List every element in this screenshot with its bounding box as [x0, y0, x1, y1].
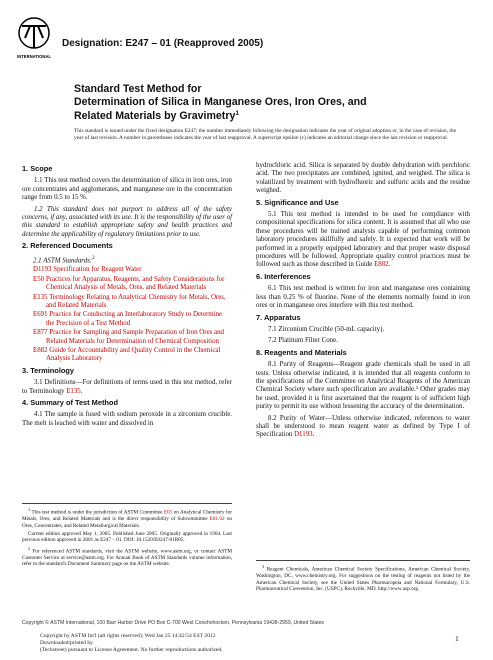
- link-e882[interactable]: E882: [374, 261, 389, 269]
- reference-title: Specification for Reagent Water: [53, 266, 142, 274]
- reference-code[interactable]: E691: [33, 311, 48, 319]
- section-2-title: 2. Referenced Documents: [22, 241, 113, 251]
- reference-item[interactable]: [22, 347, 232, 364]
- left-column: [22, 162, 232, 431]
- reference-title: Guide for Accountability and Quality Control in the Chemical Analysis Laboratory: [46, 347, 221, 363]
- astm-logo: [16, 16, 52, 62]
- s8-p2: 8.2 Purity of Water—Unless otherwise indicated, references to water shall be understood to mean reagent water as defined by Type I of Specification D1193.: [256, 414, 470, 439]
- s6-p1: 6.1 This test method is written for iron and manganese ores containing less than 0.25 % of fluorine. None of the elements normally found in iron ores or in manganese ores interfere with this test method.: [256, 285, 470, 310]
- notice: This standard is issued under the fixed designation E247; the number immediately following the designation indicates the year of original adoption or, in the case of revision, the year of last revision. A number in parentheses indicates the year of last reapproval. A superscript epsilon (ε) indicates an editorial change since the last revision or reapproval.: [74, 128, 456, 141]
- footnotes: [22, 503, 232, 570]
- title-line-1: Standard Test Method for: [74, 83, 202, 95]
- license-block: [40, 633, 223, 653]
- reference-item[interactable]: [22, 294, 232, 311]
- section-1-title: 1. Scope: [22, 164, 53, 173]
- page-number: 1: [455, 634, 459, 643]
- s2-head: 2.1 ASTM Standards:$^2$: [33, 255, 95, 264]
- s3-p1: 3.1 Definitions—For definitions of terms used in this test method, refer to Terminology E135.: [22, 379, 232, 395]
- s8-p1: 8.1 Purity of Reagents—Reagent grade chemicals shall be used in all tests. Unless otherwise indicated, it is intended that all reagents conform to the specifications of the Committee on Analytical Reagents of the American Chemical Society where such specification are available.³ Other grades may be used, provided it is first ascertained that the reagent is of sufficient high purity to permit its use without lessening the accuracy of the determination.: [256, 361, 470, 411]
- license-line-1: Copyright by ASTM Int'l (all rights reserved); Wed Jan 25 14:42:54 EST 2012: [40, 633, 216, 639]
- license-line-2: Downloaded/printed by: [40, 639, 93, 646]
- reference-list: [22, 266, 232, 363]
- section-3-title: 3. Terminology: [22, 365, 75, 375]
- reference-code[interactable]: D1193: [33, 266, 52, 274]
- s5-p1: 5.1 This test method is intended to be used for compliance with compositional specifications for silica content. It is assumed that all who use these procedures will be trained analysts capable of performing common laboratory procedures skillfully and safely. It is expected that work will be performed in a properly equipped laboratory and that proper waste disposal procedures will be followed. Appropriate quality control practices must be followed such as those described in Guide E882.: [256, 211, 470, 269]
- title-line-2: Determination of Silica in Manganese Ores, Iron Ores, and: [74, 95, 367, 108]
- section-8-title: 8. Reagents and Materials: [256, 347, 347, 357]
- section-5-title: 5. Significance and Use: [256, 197, 339, 207]
- s7-p2: 7.2 Platinum Filter Cone.: [268, 337, 338, 345]
- designation: Designation: E247 – 01 (Reapproved 2005): [62, 38, 264, 49]
- title-line-3: Related Materials by Gravimetry$^1$: [74, 110, 239, 122]
- reference-title: Terminology Relating to Analytical Chemistry for Metals, Ores, and Related Materials: [46, 293, 226, 309]
- link-e01[interactable]: E01: [163, 509, 173, 516]
- title-block: [74, 83, 474, 123]
- reference-title: Practice for Sampling and Sample Preparation of Iron Ores and Related Materials for Determination of Chemical Composition: [46, 329, 224, 345]
- reference-code[interactable]: E135: [33, 293, 48, 301]
- s1-p1: 1.1 This test method covers the determination of silica in iron ores, iron ore concentrates and agglomerates, and manganese ore in the concentration range from 0.5 to 15 %.: [22, 177, 232, 202]
- link-e135[interactable]: E135: [66, 387, 81, 395]
- reference-item[interactable]: [22, 311, 232, 328]
- link-e01-02[interactable]: E01.02: [209, 516, 225, 523]
- footnote-1: $^1$ This test method is under the jurisdiction of ASTM Committee E01 on Analytical Chemistry for Metals, Ores, and Related Materials and is the direct responsibility of Subcommittee E01.02 on Ores, Concentrates, and Related Metallurgical Materials.: [22, 507, 233, 529]
- reference-code[interactable]: E877: [33, 329, 48, 337]
- reference-item[interactable]: [22, 276, 232, 293]
- reference-code[interactable]: E50: [33, 275, 45, 283]
- reference-code[interactable]: E882: [33, 347, 48, 355]
- s4-p1: 4.1 The sample is fused with sodium peroxide in a zirconium crucible. The melt is leached with water and dissolved in: [22, 411, 232, 427]
- title-footnote-mark: 1: [235, 110, 239, 117]
- reference-item[interactable]: [22, 266, 232, 274]
- footnote-1-edition: Current edition approved May 1, 2005. Published June 2005. Originally approved in 1964. Last previous edition approved in 2001 as E247 – 01. DOI: 10.1520/E0247-01R05.: [22, 530, 232, 544]
- section-6-title: 6. Interferences: [256, 271, 311, 281]
- footnote-2: $^2$ For referenced ASTM standards, visit the ASTM website, www.astm.org, or contact ASTM Customer Service at service@astm.org. For Annual Book of ASTM Standards volume information, refer to the standard's Document Summary page on the ASTM website.: [22, 545, 233, 568]
- logo-text: INTERNATIONAL: [17, 54, 51, 59]
- s1-p2: 1.2 This standard does not purport to address all of the safety concerns, if any, associated with its use. It is the responsibility of the user of this standard to establish appropriate safety and health practices and determine the applicability of regulatory limitations prior to use.: [22, 205, 232, 238]
- s7-p1: 7.1 Zirconium Crucible (50-mL capacity).: [268, 325, 385, 333]
- copyright-line: Copyright © ASTM International, 100 Barr Harbor Drive PO Box C-700 West Conshohocken, Pennsylvania 19428-2959, United States: [22, 620, 325, 626]
- reference-item[interactable]: [22, 329, 232, 346]
- reference-title: Practice for Conducting an Interlaboratory Study to Determine the Precision of a Test Method: [46, 311, 223, 327]
- right-column: [256, 162, 470, 443]
- reference-title: Practices for Apparatus, Reagents, and Safety Considerations for Chemical Analysis of Metals, Ores, and Related Materials: [45, 275, 225, 292]
- license-line-3: (Techstreet) pursuant to License Agreement. No further reproductions authorized.: [40, 646, 223, 653]
- footnote-3: $^3$ Reagent Chemicals, American Chemical Society Specifications, American Chemical Society, Washington, DC, www.chemistry.org. For suggestions on the testing of reagents not listed by the American Chemical Society, see the United States Pharmacopeia and National Formulary, U.S. Pharmaceutical Convention, Inc. (USPC), Rockville, MD, http://www.usp.org.: [256, 560, 470, 592]
- section-7-title: 7. Apparatus: [256, 312, 301, 322]
- section-4-title: 4. Summary of Test Method: [22, 398, 118, 408]
- link-d1193[interactable]: D1193: [294, 431, 313, 439]
- s4-p1-cont: hydrochloric acid. Silica is separated by double dehydration with perchloric acid. The two precipitates are combined, ignited, and weighed. The silica is volatilized by treatment with hydrofluoric and sulfuric acids and the residue weighed.: [256, 162, 470, 195]
